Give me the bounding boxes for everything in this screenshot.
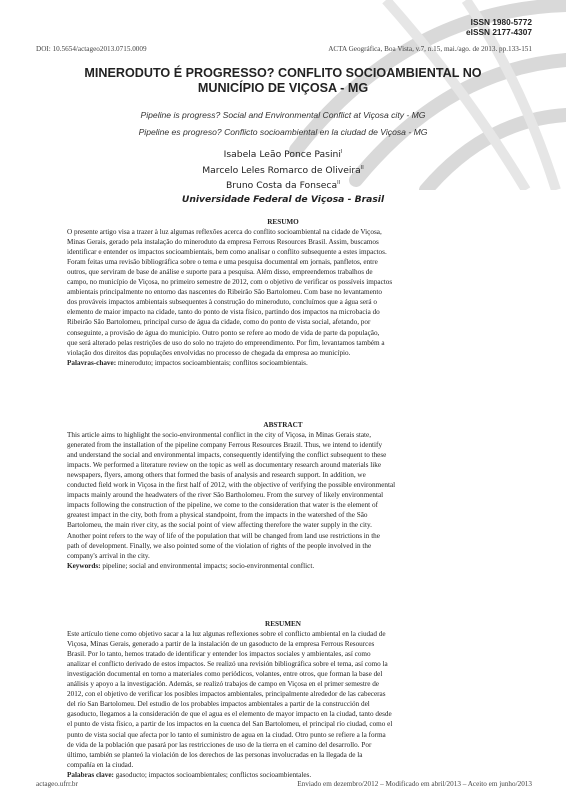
keywords-text: pipeline; social and environmental impacts; socio-environmental conflict. — [100, 561, 315, 570]
abstract-line: impacts following the construction of the pipeline, we come to the consideration that water is the element of — [67, 501, 378, 510]
resumen-section — [67, 619, 499, 780]
abstract-line: Another point refers to the way of life of the population that will be changed from land use restrictions in the — [67, 531, 380, 540]
resumen-line: 2012, con el objetivo de verificar los posibles impactos ambientales, principalmente alrededor de las cabeceras — [67, 690, 386, 699]
resumen-line: compañía en la ciudad. — [67, 760, 134, 769]
resumo-line: que será alterado pelas restrições de uso do solo no trajeto do empreendimento. Por fim, levantamos também a — [67, 338, 385, 347]
abstract-line: impacts mainly around the headwaters of the river São Bartholomeu. From the survey of likely environmental — [67, 491, 384, 500]
keywords-text: mineroduto; impactos socioambientais; conflitos socioambientais. — [116, 358, 308, 367]
abstract-line: This article aims to highlight the socio-environmental conflict in the city of Viçosa, in Minas Gerais state, — [67, 431, 372, 440]
resumo-section — [67, 217, 499, 368]
abstract-line: conducted field work in Viçosa in the first half of 2012, with the objective of verifying the possible environmental — [67, 481, 396, 490]
issn-block — [466, 17, 532, 37]
resumen-line: de vida de la población que pasará por las restricciones de uso de la tierra en el camino del desarrollo. Por — [67, 740, 372, 749]
resumen-line: el punto de vista físico, a partir de los impactos en la cuenca del San Bartolomeu, el principal río ciudad, como el — [67, 720, 393, 729]
abstract-line: Bartolomeu, the main river city, as the social point of view affecting therefore the water supply in the city. — [67, 521, 372, 530]
subtitle-english: Pipeline is progress? Social and Environmental Conflict at Viçosa city - MG — [140, 110, 426, 120]
title-line-1: MINERODUTO É PROGRESSO? CONFLITO SOCIOAMBIENTAL NO — [84, 66, 482, 80]
submission-dates: Enviado em dezembro/2012 – Modificado em abril/2013 – Aceito em junho/2013 — [297, 780, 532, 788]
author-name: Isabela Leão Ponce Pasini — [223, 149, 341, 161]
resumen-line: analizar el conflicto derivado de estos impactos. Se realizó una revisión bibliográfica sobre el tema, así como la — [67, 660, 388, 669]
resumen-line: Este artículo tiene como objetivo sacar a la luz algunas reflexiones sobre el conflicto ambiental en la ciudad de — [67, 630, 386, 639]
resumo-line: O presente artigo visa a trazer à luz algumas reflexões acerca do conflito socioambiental na cidade de Viçosa, — [67, 228, 382, 237]
affiliation-mark: II — [360, 164, 364, 171]
resumen-line: Brasil. Por lo tanto, hemos tratado de identificar y entender los impactos sociales y ambientales, así como — [67, 650, 371, 659]
resumen-line: análisis y apoyo a la investigación. Además, se realizó trabajos de campo en Viçosa en el primer semestre de — [67, 680, 379, 689]
keywords-label: Palabras clave: — [67, 770, 114, 779]
resumen-line: Viçosa, Minas Gerais, generado a partir de la instalación de un gasoducto de la empresa Ferrous Resources — [67, 640, 375, 649]
abstract-section — [67, 420, 499, 571]
abstract-line: path of development. Finally, we also pointed some of the violation of rights of the people involved in the — [67, 541, 372, 550]
author-1 — [40, 146, 526, 162]
author-name: Marcelo Leles Romarco de Oliveira — [202, 164, 361, 176]
journal-website-link[interactable]: actageo.ufrr.br — [36, 780, 78, 788]
resumen-keywords — [67, 770, 499, 780]
resumo-heading: RESUMO — [267, 218, 299, 226]
title-line-2: MUNICÍPIO DE VIÇOSA - MG — [197, 81, 369, 95]
abstract-keywords — [67, 561, 499, 571]
keywords-label: Keywords: — [67, 561, 101, 570]
author-name: Bruno Costa da Fonseca — [225, 180, 338, 192]
affiliation-mark: II — [337, 180, 341, 187]
resumen-line: gasoducto, llegamos a la consideración de que el agua es el elemento de mayor impacto en la ciudad, tanto desde — [67, 710, 392, 719]
resumo-line: Foram feitas uma revisão bibliográfica sobre o tema e uma pesquisa documental em jornais, panfletos, entre — [67, 258, 378, 267]
subtitle-spanish: Pipeline es progreso? Conflicto socioambiental en la ciudad de Viçosa - MG — [138, 127, 428, 137]
journal-citation: ACTA Geográfica, Boa Vista, v.7, n.15, mai./ago. de 2013. pp.133-151 — [328, 45, 532, 53]
resumo-line: identificar e entender os impactos socioambientais, bem como analisar o conflito subsequente a estes impactos. — [67, 248, 387, 257]
resumen-line: último, también se planteó la violación de los derechos de las personas involucradas en la llegada de la — [67, 750, 363, 759]
resumo-line: Ribeirão São Bartolomeu, principal curso de água da cidade, como do ponto de vista social, afetando, por — [67, 318, 371, 327]
abstract-line: impacts. We performed a literature review on the topic as well as documentary research around materials like — [67, 461, 382, 470]
resumen-line: investigación documental en torno a materiales como periódicos, volantes, entre otros, que forman la base del — [67, 670, 383, 679]
abstract-line: newspapers, flyers, among others that formed the basis of analysis and research support. In addition, we — [67, 471, 366, 480]
resumo-body — [67, 227, 499, 358]
resumo-keywords — [67, 358, 499, 368]
abstract-body — [67, 430, 499, 561]
issn-electronic: eISSN 2177-4307 — [466, 27, 532, 37]
issn-print: ISSN 1980-5772 — [470, 17, 532, 27]
resumen-body — [67, 629, 499, 770]
abstract-line: and understand the social and environmental impacts, consequently identifying the conflict subsequent to these — [67, 451, 387, 460]
affiliation-mark: I — [340, 149, 343, 155]
author-2 — [40, 162, 526, 178]
resumo-line: campo, no município de Viçosa, no primeiro semestre de 2012, com o objetivo de verificar os possíveis impactos — [67, 278, 393, 287]
resumo-line: dos prováveis impactos ambientais subsequentes à construção do mineroduto, concluímos que a água será o — [67, 298, 377, 307]
keywords-text: gasoducto; impactos socioambientales; conflictos socioambientales. — [113, 770, 312, 779]
resumo-line: elemento de maior impacto na cidade, tanto do ponto de vista físico, partindo dos impactos na microbacia do — [67, 308, 380, 317]
resumen-line: del río San Bartolomeu. Del estudio de los probables impactos ambientales a partir de la construcción del — [67, 700, 370, 709]
resumo-line: Minas Gerais, gerado pela instalação do mineroduto da empresa Ferrous Resources Brasil. Assim, buscamos — [67, 238, 379, 247]
abstract-line: generated from the installation of the pipeline company Ferrous Resources Brazil. Thus, we intend to identify — [67, 441, 383, 450]
resumen-heading: RESUMEN — [265, 620, 301, 628]
resumo-line: conseguinte, a provisão de água do município. Outro ponto se refere ao modo de vida de parte da população, — [67, 328, 380, 337]
doi-link[interactable]: DOI: 10.5654/actageo2013.0715.0009 — [36, 45, 147, 53]
resumo-line: ambientais principalmente no entorno das nascentes do Ribeirão São Bartolomeu. Com base no levantamento — [67, 288, 382, 297]
abstract-line: greatest impact in the city, both from a physical standpoint, from the impacts in the watershed of the São — [67, 511, 368, 520]
abstract-line: company's arrival in the city. — [67, 551, 150, 560]
keywords-label: Palavras-chave: — [67, 358, 117, 367]
author-block — [40, 146, 526, 207]
resumo-line: outros, que serviram de base de análise e suporte para a pesquisa. Além disso, empreendemos trabalhos de — [67, 268, 373, 277]
resumen-line: punto de vista social que afecta por lo tanto el suministro de agua en la ciudad. Otro punto se refiere a la forma — [67, 730, 386, 739]
author-3 — [40, 177, 526, 193]
abstract-heading: ABSTRACT — [263, 421, 303, 429]
affiliation: Universidade Federal de Viçosa - Brasil — [181, 193, 385, 205]
resumo-line: violação dos direitos das populações envolvidas no processo de chegada da empresa ao município. — [67, 348, 351, 357]
article-title — [40, 66, 526, 96]
